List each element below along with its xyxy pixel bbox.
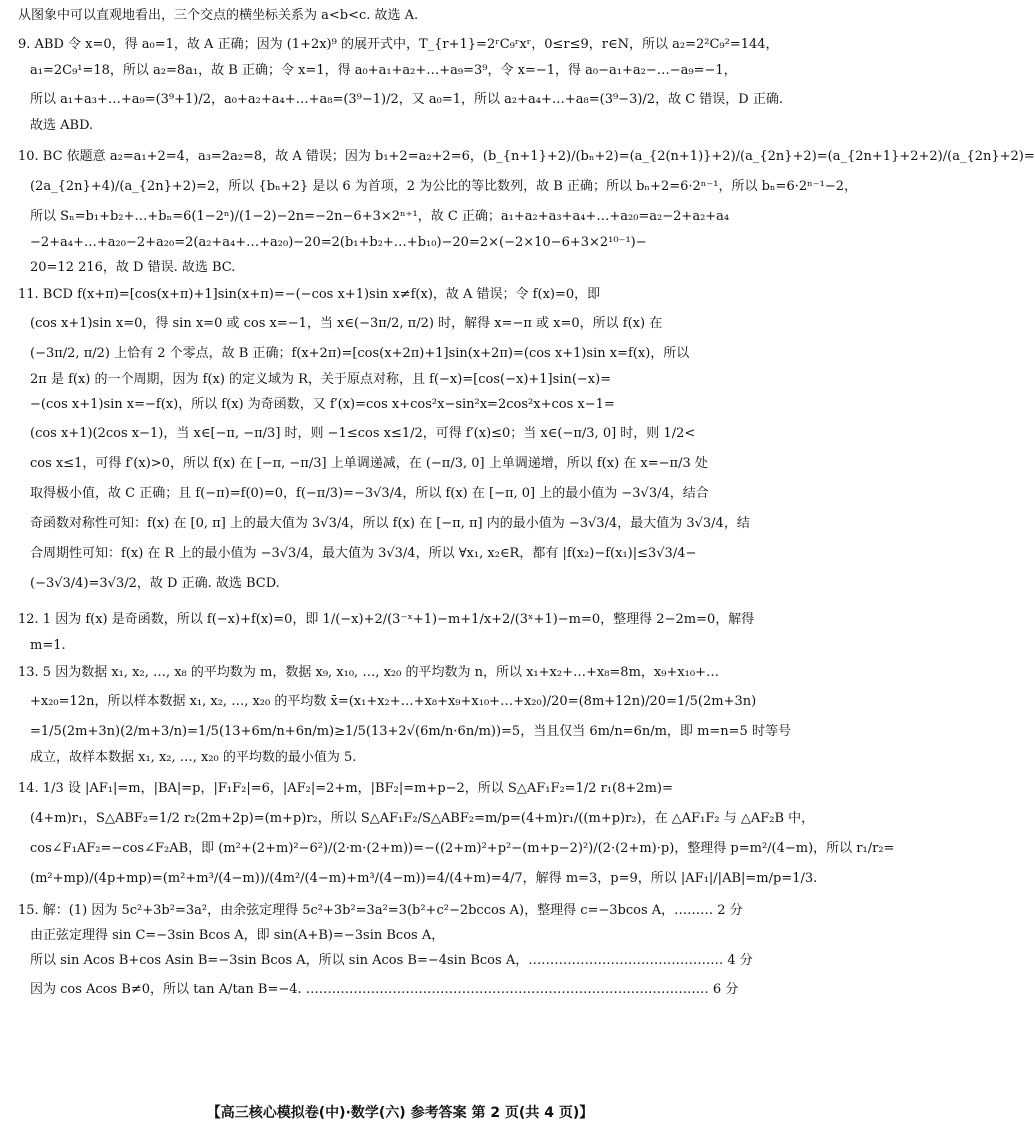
q13-line-4: 成立，故样本数据 x₁, x₂, …, x₂₀ 的平均数的最小值为 5.: [30, 750, 357, 765]
q11-line-9: 奇函数对称性可知：f(x) 在 [0, π] 上的最大值为 3√3/4，所以 f(x) 在 [−π, π] 内的最小值为 −3√3/4，最大值为 3√3/4，结: [30, 516, 750, 531]
q15-line-4: 因为 cos Acos B≠0，所以 tan A/tan B=−4. ………………………………………………………………………………… 6 分: [30, 982, 739, 997]
q11-line-11: (−3√3/4)=3√3/2，故 D 正确. 故选 BCD.: [30, 576, 280, 591]
q10-line-4: −2+a₄+…+a₂₀−2+a₂₀=2(a₂+a₄+…+a₂₀)−20=2(b₁+b₂+…+b₁₀)−20=2×(−2×10−6+3×2¹⁰⁻¹)−: [30, 235, 647, 250]
q13-line-2: +x₂₀=12n，所以样本数据 x₁, x₂, …, x₂₀ 的平均数 x̄=(x₁+x₂+…+x₈+x₉+x₁₀+…+x₂₀)/20=(8m+12n)/20=1/5(2m+3n): [30, 694, 757, 709]
q9-line-3: 所以 a₁+a₃+…+a₉=(3⁹+1)/2，a₀+a₂+a₄+…+a₈=(3⁹−1)/2，又 a₀=1，所以 a₂+a₄+…+a₈=(3⁹−3)/2，故 C 错误，D 正确.: [30, 92, 783, 107]
q14-line-4: (m²+mp)/(4p+mp)=(m²+m³/(4−m))/(4m²/(4−m)+m³/(4−m))=4/(4+m)=4/7，解得 m=3，p=9，所以 |AF₁|/|AB|=m/p=1/3.: [30, 871, 818, 886]
q11-line-4: 2π 是 f(x) 的一个周期，因为 f(x) 的定义域为 R，关于原点对称，且 f(−x)=[cos(−x)+1]sin(−x)=: [30, 372, 612, 387]
q11-line-1: 11. BCD f(x+π)=[cos(x+π)+1]sin(x+π)=−(−cos x+1)sin x≠f(x)，故 A 错误；令 f(x)=0，即: [18, 287, 601, 302]
q13-line-3: =1/5(2m+3n)(2/m+3/n)=1/5(13+6m/n+6n/m)≥1/5(13+2√(6m/n·6n/m))=5，当且仅当 6m/n=6n/m，即 m=n=5 时等号: [30, 724, 791, 739]
q14-line-1: 14. 1/3 设 |AF₁|=m，|BA|=p，|F₁F₂|=6，|AF₂|=2+m，|BF₂|=m+p−2，所以 S△AF₁F₂=1/2 r₁(8+2m)=: [18, 781, 673, 796]
q9-line-2: a₁=2C₉¹=18，所以 a₂=8a₁，故 B 正确；令 x=1，得 a₀+a₁+a₂+…+a₉=3⁹，令 x=−1，得 a₀−a₁+a₂−…−a₉=−1，: [30, 63, 737, 78]
q15-line-2: 由正弦定理得 sin C=−3sin Bcos A，即 sin(A+B)=−3sin Bcos A，: [30, 928, 445, 943]
q14-line-3: cos∠F₁AF₂=−cos∠F₂AB，即 (m²+(2+m)²−6²)/(2·m·(2+m))=−((2+m)²+p²−(m+p−2)²)/(2·(2+m)·p)，整理得 p=m²/(4−m)，所以 r₁/r₂=: [30, 841, 895, 856]
q11-line-2: (cos x+1)sin x=0，得 sin x=0 或 cos x=−1，当 x∈(−3π/2, π/2) 时，解得 x=−π 或 x=0，所以 f(x) 在: [30, 316, 663, 331]
q9-line-4: 故选 ABD.: [30, 118, 94, 133]
q15-line-3: 所以 sin Acos B+cos Asin B=−3sin Bcos A，所以 sin Acos B=−4sin Bcos A，……………………………………… 4 分: [30, 953, 753, 968]
page-footer: 【高三核心模拟卷(中)·数学(六) 参考答案 第 2 页(共 4 页)】: [206, 1105, 594, 1121]
q10-line-2: (2a_{2n}+4)/(a_{2n}+2)=2，所以 {bₙ+2} 是以 6 为首项，2 为公比的等比数列，故 B 正确；所以 bₙ+2=6·2ⁿ⁻¹，所以 bₙ=6·2ⁿ⁻¹−2，: [30, 179, 857, 194]
q14-line-2: (4+m)r₁，S△ABF₂=1/2 r₂(2m+2p)=(m+p)r₂，所以 S△AF₁F₂/S△ABF₂=m/p=(4+m)r₁/((m+p)r₂)，在 △AF₁F₂ 与 △AF₂B 中，: [30, 811, 815, 826]
q11-line-3: (−3π/2, π/2) 上恰有 2 个零点，故 B 正确；f(x+2π)=[cos(x+2π)+1]sin(x+2π)=(cos x+1)sin x=f(x)，所以: [30, 346, 690, 361]
q11-line-6: (cos x+1)(2cos x−1)，当 x∈[−π, −π/3] 时，则 −1≤cos x≤1/2，可得 f′(x)≤0；当 x∈(−π/3, 0] 时，则 1/2<: [30, 426, 696, 441]
q15-line-1: 15. 解：(1) 因为 5c²+3b²=3a²，由余弦定理得 5c²+3b²=3a²=3(b²+c²−2bccos A)，整理得 c=−3bcos A，……… 2 分: [18, 903, 743, 918]
q12-line-1: 12. 1 因为 f(x) 是奇函数，所以 f(−x)+f(x)=0，即 1/(−x)+2/(3⁻ˣ+1)−m+1/x+2/(3ˣ+1)−m=0，整理得 2−2m=0，解得: [18, 612, 755, 627]
q11-line-5: −(cos x+1)sin x=−f(x)，所以 f(x) 为奇函数，又 f′(x)=cos x+cos²x−sin²x=2cos²x+cos x−1=: [30, 397, 615, 412]
q13-line-1: 13. 5 因为数据 x₁, x₂, …, x₈ 的平均数为 m，数据 x₉, x₁₀, …, x₂₀ 的平均数为 n，所以 x₁+x₂+…+x₈=8m，x₉+x₁₀+…: [18, 665, 719, 680]
q10-line-1: 10. BC 依题意 a₂=a₁+2=4，a₃=2a₂=8，故 A 错误；因为 b₁+2=a₂+2=6，(b_{n+1}+2)/(bₙ+2)=(a_{2(n+1)}+2)/(a_{2n}+2)=(a_{2n+1}+2+2)/(a_{2n}+2)=: [18, 149, 1035, 164]
q11-line-10: 合周期性可知：f(x) 在 R 上的最小值为 −3√3/4，最大值为 3√3/4，所以 ∀x₁, x₂∈R，都有 |f(x₂)−f(x₁)|≤3√3/4−: [30, 546, 697, 561]
q9-line-1: 9. ABD 令 x=0，得 a₀=1，故 A 正确；因为 (1+2x)⁹ 的展开式中，T_{r+1}=2ʳC₉ʳxʳ，0≤r≤9，r∈N，所以 a₂=2²C₉²=144，: [18, 37, 779, 52]
q11-line-7: cos x≤1，可得 f′(x)>0，所以 f(x) 在 [−π, −π/3] 上单调递减，在 (−π/3, 0] 上单调递增，所以 f(x) 在 x=−π/3 处: [30, 456, 708, 471]
q11-line-8: 取得极小值，故 C 正确；且 f(−π)=f(0)=0，f(−π/3)=−3√3/4，所以 f(x) 在 [−π, 0] 上的最小值为 −3√3/4，结合: [30, 486, 709, 501]
q10-line-3: 所以 Sₙ=b₁+b₂+…+bₙ=6(1−2ⁿ)/(1−2)−2n=−2n−6+3×2ⁿ⁺¹，故 C 正确；a₁+a₂+a₃+a₄+…+a₂₀=a₂−2+a₂+a₄: [30, 209, 730, 224]
q10-line-5: 20=12 216，故 D 错误. 故选 BC.: [30, 260, 236, 275]
text-line-1: 从图象中可以直观地看出，三个交点的横坐标关系为 a<b<c. 故选 A.: [18, 8, 419, 23]
q12-line-2: m=1.: [30, 638, 66, 653]
